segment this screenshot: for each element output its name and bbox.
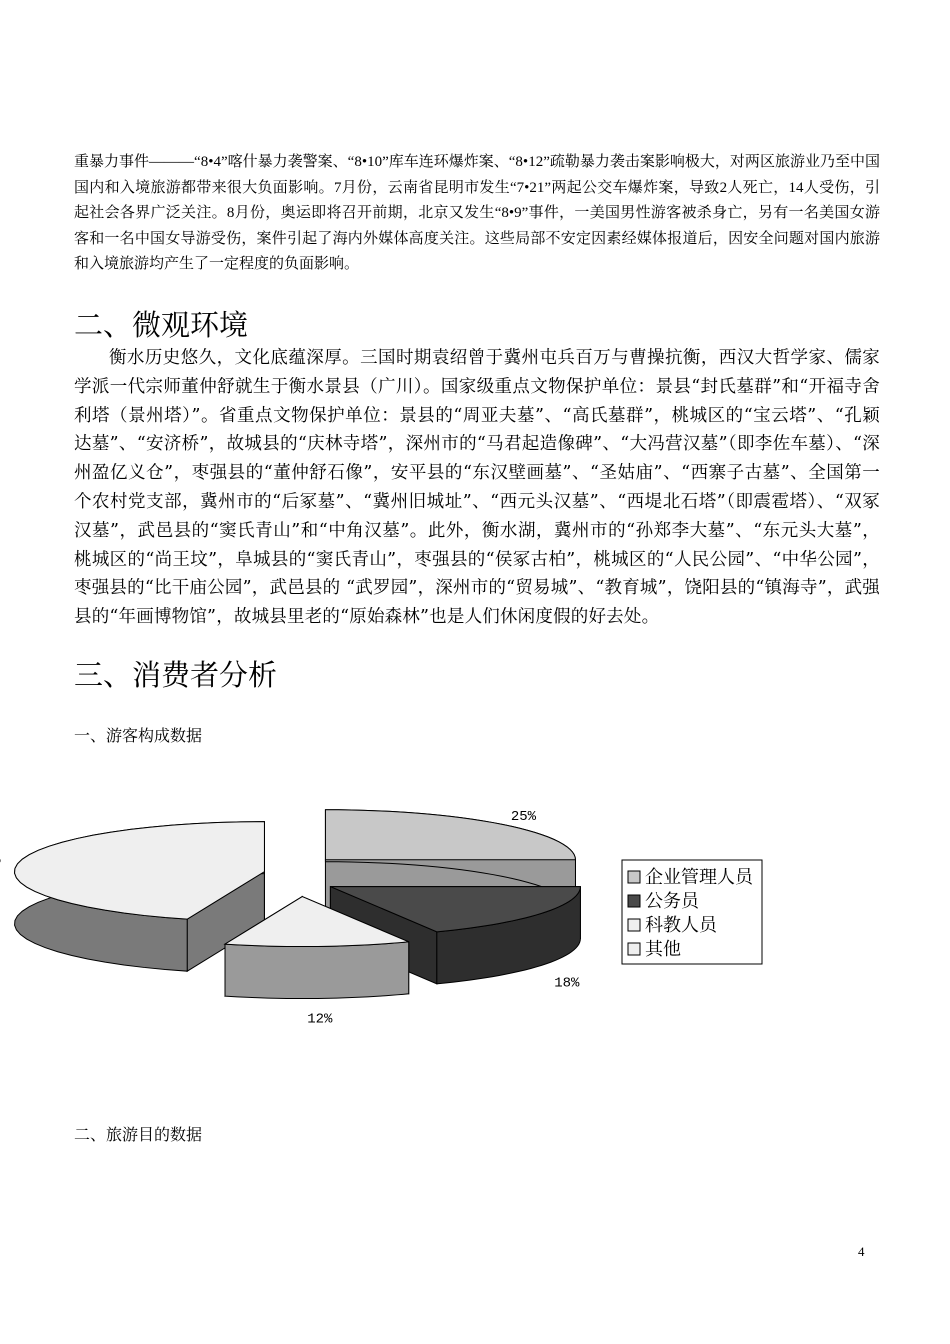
body-paragraph-1: 重暴力事件———“8•4”喀什暴力袭警案、“8•10”库车连环爆炸案、“8•12”疏勒暴力袭击案影响极大，对两区旅游业乃至中国国内和入境旅游都带来很大负面影响。7月份，云南省昆明市发生“7•21”两起公交车爆炸案，导致2人死亡，14人受伤，引起社会各界广泛关注。8月份，奥运即将召开前期，北京又发生“8•9”事件，一美国男性游客被杀身亡，另有一名美国女游客和一名中国女导游受伤，案件引起了海内外媒体高度关注。这些局部不安定因素经媒体报道后，因安全问题对国内旅游和入境旅游均产生了一定程度的负面影响。 <box>74 154 880 272</box>
legend-label: 公务员 <box>645 891 699 912</box>
subheading-visitor-composition: 一、游客构成数据 <box>74 726 203 745</box>
pie-slice-rim <box>225 942 409 999</box>
legend-swatch <box>628 871 640 883</box>
pie-data-label: 18% <box>554 975 580 992</box>
pie-slice-top <box>325 810 575 860</box>
legend-label: 科教人员 <box>645 915 717 936</box>
pie-data-label: 12% <box>307 1011 333 1028</box>
legend-swatch <box>628 943 640 955</box>
pie-data-label: 25% <box>510 809 537 826</box>
pie-slice-group <box>15 810 581 999</box>
pie-data-label <box>0 852 1 868</box>
heading-micro-environment: 二、微观环境 <box>74 308 249 342</box>
chart-legend <box>622 860 762 964</box>
legend-swatch <box>628 895 640 907</box>
visitor-composition-pie-chart <box>0 780 950 1040</box>
page-number: 4 <box>858 1244 865 1259</box>
heading-consumer-analysis: 三、消费者分析 <box>74 658 278 692</box>
legend-label: 其他 <box>645 939 681 960</box>
legend-swatch <box>628 919 640 931</box>
subheading-travel-purpose: 二、旅游目的数据 <box>74 1125 203 1144</box>
legend-label: 企业管理人员 <box>645 867 753 888</box>
body-paragraph-2: 衡水历史悠久，文化底蕴深厚。三国时期袁绍曾于冀州屯兵百万与曹操抗衡，西汉大哲学家、儒家学派一代宗师董仲舒就生于衡水景县（广川）。国家级重点文物保护单位：景县“封氏墓群”和“开福寺舍利塔（景州塔）”。省重点文物保护单位：景县的“周亚夫墓”、“高氏墓群”，桃城区的“宝云塔”、“孔颖达墓”、“安济桥”，故城县的“庆林寺塔”，深州市的“马君起造像碑”、“大冯营汉墓”（即李佐车墓）、“深州盈亿义仓”，枣强县的“董仲舒石像”，安平县的“东汉壁画墓”、“圣姑庙”、“西寨子古墓”、全国第一个农村党支部，冀州市的“后冢墓”、“冀州旧城址”、“西元头汉墓”、“西堤北石塔”（即震雹塔）、“双冢汉墓”，武邑县的“窦氏青山”和“中角汉墓”。此外，衡水湖，冀州市的“孙郑李大墓”、“东元头大墓”，桃城区的“尚王坟”，阜城县的“窦氏青山”，枣强县的“侯冢古柏”，桃城区的“人民公园”、“中华公园”，枣强县的“比干庙公园”，武邑县的 “武罗园”，深州市的“贸易城”、“教育城”，饶阳县的“镇海寺”，武强县的“年画博物馆”，故城县里老的“原始森林”也是人们休闲度假的好去处。 <box>74 348 880 628</box>
